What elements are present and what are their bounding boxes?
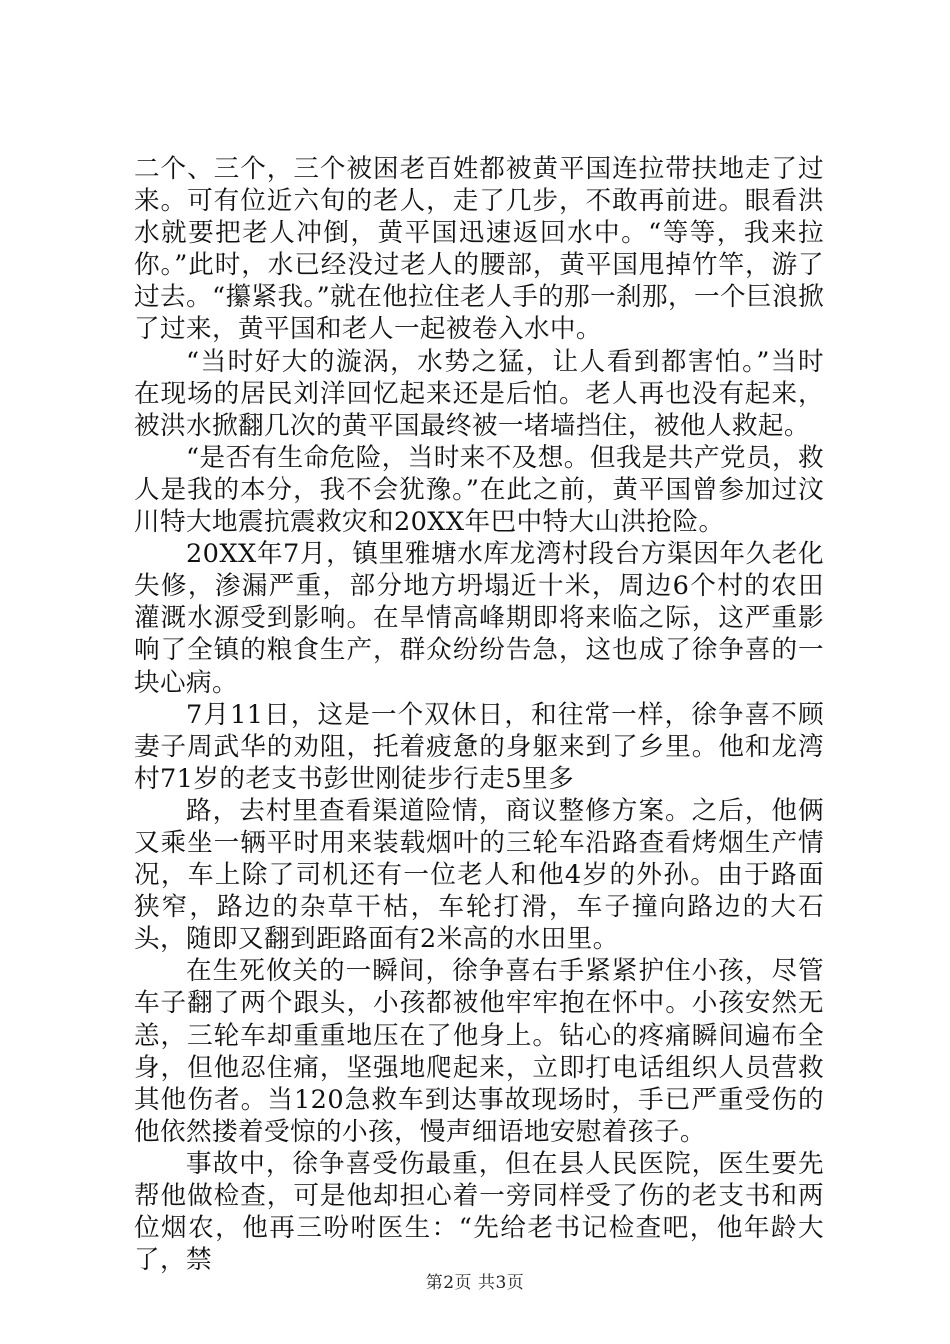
- paragraph: 二个、三个，三个被困老百姓都被黄平国连拉带扶地走了过来。可有位近六旬的老人，走了几步，不敢再前进。眼看洪水就要把老人冲倒，黄平国迅速返回水中。“等等，我来拉你。”此时，水已经没过老人的腰部，黄平国甩掉竹竿，游了过去。“攥紧我。”就在他拉住老人手的那一刹那，一个巨浪掀了过来，黄平国和老人一起被卷入水中。: [134, 154, 825, 345]
- paragraph: “当时好大的漩涡，水势之猛，让人看到都害怕。”当时在现场的居民刘洋回忆起来还是后怕。老人再也没有起来，被洪水掀翻几次的黄平国最终被一堵墙挡住，被他人救起。: [134, 346, 824, 441]
- body-text: [134, 153, 824, 1276]
- paragraph: 7月11日，这是一个双休日，和往常一样，徐争喜不顾妻子周武华的劝阻，托着疲惫的身躯来到了乡里。他和龙湾村71岁的老支书彭世刚徒步行走5里多: [134, 699, 824, 794]
- page-number-footer: 第2页 共3页: [425, 1273, 525, 1293]
- paragraph: “是否有生命危险，当时来不及想。但我是共产党员，救人是我的本分，我不会犹豫。”在此之前，黄平国曾参加过汶川特大地震抗震救灾和20XX年巴中特大山洪抢险。: [134, 442, 824, 538]
- paragraph: 在生死攸关的一瞬间，徐争喜右手紧紧护住小孩，尽管车子翻了两个跟头，小孩都被他牢牢抱在怀中。小孩安然无恙，三轮车却重重地压在了他身上。钻心的疼痛瞬间遍布全身，但他忍住痛，坚强地爬起来，立即打电话组织人员营救其他伤者。当120急救车到达事故现场时，手已严重受伤的他依然搂着受惊的小孩，慢声细语地安慰着孩子。: [134, 956, 824, 1147]
- paragraph: 路，去村里查看渠道险情，商议整修方案。之后，他俩又乘坐一辆平时用来装载烟叶的三轮车沿路查看烤烟生产情况，车上除了司机还有一位老人和他4岁的外孙。由于路面狭窄，路边的杂草干枯，车轮打滑，车子撞向路边的大石头，随即又翻到距路面有2米高的水田里。: [134, 795, 824, 955]
- paragraph: 20XX年7月，镇里雅塘水库龙湾村段台方渠因年久老化失修，渗漏严重，部分地方坍塌近十米，周边6个村的农田灌溉水源受到影响。在旱情高峰期即将来临之际，这严重影响了全镇的粮食生产，群众纷纷告急，这也成了徐争喜的一块心病。: [134, 539, 824, 698]
- paragraph: 事故中，徐争喜受伤最重，但在县人民医院，医生要先帮他做检查，可是他却担心着一旁同样受了伤的老支书和两位烟农，他再三吩咐医生：“先给老书记检查吧，他年龄大了，禁: [134, 1148, 824, 1276]
